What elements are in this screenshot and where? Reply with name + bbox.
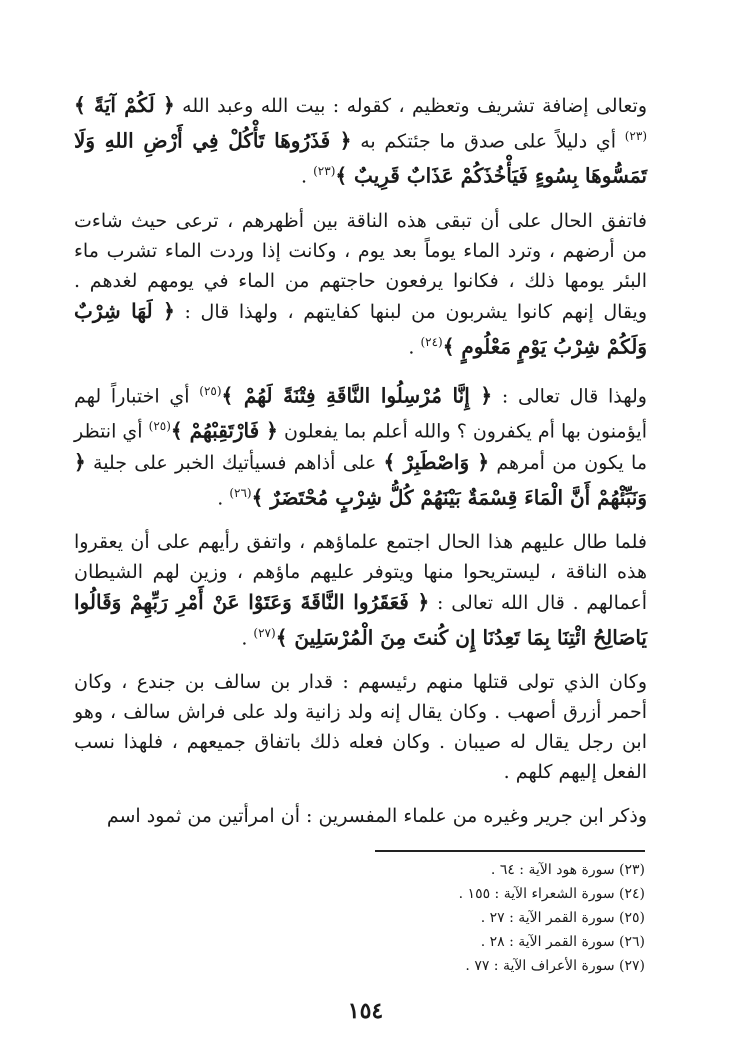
footnote: (٢٣) سورة هود الآية : ٦٤ . xyxy=(490,862,645,878)
paragraph-3 xyxy=(74,376,647,513)
footnote: (٢٥) سورة القمر الآية : ٢٧ . xyxy=(480,910,645,926)
footnote-ref: (٢٥) xyxy=(148,419,171,434)
page-number: ١٥٤ xyxy=(347,998,384,1024)
footnote-ref: (٢٣) xyxy=(624,129,647,143)
footnote: (٢٦) سورة القمر الآية : ٢٨ . xyxy=(480,934,645,950)
footnote-ref: (٢٧) xyxy=(253,625,276,640)
text: ولهذا قال تعالى : xyxy=(492,385,647,408)
quran-verse: ﴿ وَاصْطَبِرْ ﴾ xyxy=(383,449,490,474)
quran-verse: ﴿ فَارْتَقِبْهُمْ ﴾ xyxy=(170,418,278,443)
text: أي انتظر ما يكون من أمرهم xyxy=(74,420,648,474)
text: على أذاهم فسيأتيك الخبر على جلية xyxy=(85,451,384,474)
quran-verse: ﴿ وَنَبِّئْهُمْ أَنَّ الْمَاءَ قِسْمَةٌ بَيْنَهُمْ كُلُّ شِرْبٍ مُحْتَضَرٌ ﴾ xyxy=(74,449,647,509)
text: أي دليلاً على صدق ما جئتكم به xyxy=(351,130,625,153)
text: . xyxy=(301,165,314,188)
footnote-ref: (٢٣) xyxy=(313,164,336,179)
text: . xyxy=(217,486,230,509)
text: وذكر ابن جرير وغيره من علماء المفسرين : أن امرأتين من ثمود اسم xyxy=(106,805,647,828)
quran-verse: ﴿ فَعَقَرُوا النَّاقَةَ وَعَتَوْا عَنْ أَمْرِ رَبِّهِمْ وَقَالُوا يَاصَالِحُ ائْتِنَا بِمَا تَعِدُنَا إِن كُنتَ مِنَ الْمُرْسَلِينَ ﴾ xyxy=(74,589,647,650)
paragraph-1 xyxy=(74,90,647,192)
footnote-ref: (٢٥) xyxy=(199,383,222,398)
footnote: (٢٤) سورة الشعراء الآية : ١٥٥ . xyxy=(458,886,645,902)
quran-verse: ﴿ لَكُمْ آيَةً ﴾ xyxy=(74,93,175,117)
text: وتعالى إضافة تشريف وتعظيم ، كقوله : بيت الله وعبد الله xyxy=(174,95,647,117)
footnote-ref: (٢٤) xyxy=(420,334,443,349)
quran-verse: ﴿ فَذَرُوهَا تَأْكُلْ فِي أَرْضِ اللهِ وَلَا تَمَسُّوهَا بِسُوءٍ فَيَأْخُذَكُمْ عَذَابٌ قَرِيبٌ ﴾ xyxy=(74,128,647,188)
quran-verse: ﴿ إِنَّا مُرْسِلُوا النَّاقَةِ فِتْنَةً لَهُمْ ﴾ xyxy=(221,383,493,408)
paragraph-5 xyxy=(74,667,647,787)
text: وكان الذي تولى قتلها منهم رئيسهم : قدار بن سالف بن جندع ، وكان أحمر أزرق أصهب . وكان يقال إنه ولد زانية ولد على فراش سالف ، وهو ابن رجل يقال له صيبان . وكان فعله ذلك باتفاق جميعهم ، فلهذا نسب الفعل إليهم كلهم . xyxy=(74,671,647,784)
footnotes xyxy=(345,858,645,978)
text: أي اختباراً لهم أيؤمنون بها أم يكفرون ؟ والله أعلم بما يفعلون xyxy=(74,385,647,443)
text: . xyxy=(408,335,421,358)
footnote: (٢٧) سورة الأعراف الآية : ٧٧ . xyxy=(465,958,645,974)
footnote-ref: (٢٦) xyxy=(229,485,252,500)
paragraph-4 xyxy=(74,527,647,653)
text: فلما طال عليهم هذا الحال اجتمع علماؤهم ، واتفق رأيهم على أن يعقروا هذه الناقة ، ليستريحوا منها ويتوفر عليهم ماؤهم ، وزين لهم الشيطان أعمالهم . قال الله تعالى : xyxy=(74,530,647,614)
paragraph-2 xyxy=(74,206,647,362)
text: فاتفق الحال على أن تبقى هذه الناقة بين أظهرهم ، ترعى حيث شاءت من أرضهم ، وترد الماء يوماً بعد يوم ، وكانت إذا وردت الماء تشرب ماء البئر يومها ذلك ، فكانوا يرفعون حاجتهم من الماء في يومهم لغدهم . ويقال إنهم كانوا يشربون من لبنها كفايتهم ، ولهذا قال : xyxy=(74,209,647,323)
quran-verse: ﴿ لَهَا شِرْبٌ وَلَكُمْ شِرْبُ يَوْمٍ مَعْلُومٍ ﴾ xyxy=(74,298,647,358)
footnote-divider xyxy=(375,850,645,852)
paragraph-6 xyxy=(74,801,647,831)
text: . xyxy=(241,627,254,650)
